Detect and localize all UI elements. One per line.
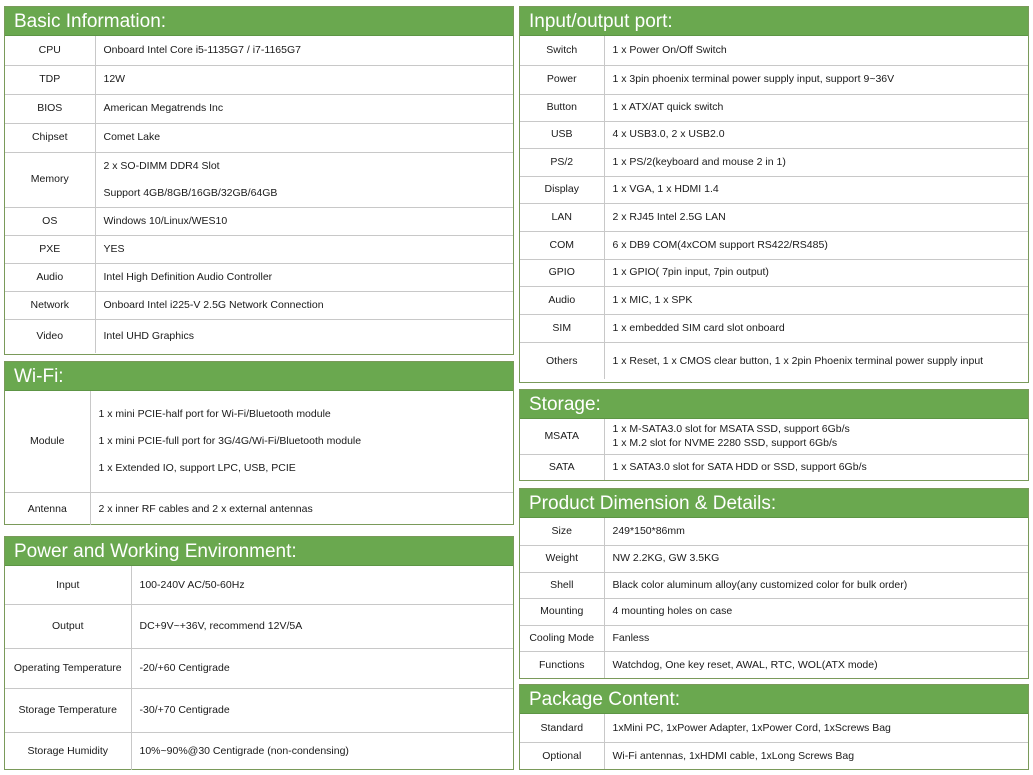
spec-value <box>604 518 1028 545</box>
wifi-title: Wi-Fi: <box>5 362 513 391</box>
basic-row-network <box>5 291 513 319</box>
spec-label: Antenna <box>5 492 90 525</box>
spec-label: Functions <box>520 651 604 678</box>
spec-value-line: Windows 10/Linux/WES10 <box>103 214 228 227</box>
spec-label: LAN <box>520 203 604 231</box>
io-row-ps-2 <box>520 148 1028 176</box>
power-row-storage-humidity <box>5 732 513 770</box>
spec-label: Video <box>5 319 95 353</box>
spec-label: Storage Humidity <box>5 732 131 770</box>
spec-value <box>604 286 1028 314</box>
input-output-port-table <box>520 36 1028 379</box>
basic-row-bios <box>5 94 513 123</box>
spec-label: Others <box>520 342 604 379</box>
spec-value-line: Onboard Intel Core i5-1135G7 / i7-1165G7 <box>103 44 301 57</box>
power-row-output <box>5 604 513 648</box>
spec-value <box>131 648 513 688</box>
spec-value-line: 4 x USB3.0, 2 x USB2.0 <box>612 128 725 141</box>
io-row-display <box>520 176 1028 203</box>
spec-value-line: Watchdog, One key reset, AWAL, RTC, WOL(ATX mode) <box>612 658 878 671</box>
dimension-row-mounting <box>520 598 1028 625</box>
spec-value-line: 1 x VGA, 1 x HDMI 1.4 <box>612 183 719 196</box>
spec-label: Display <box>520 176 604 203</box>
spec-label: Network <box>5 291 95 319</box>
spec-value <box>604 259 1028 286</box>
package-content-table <box>520 714 1028 769</box>
dimension-row-weight <box>520 545 1028 572</box>
basic-row-memory <box>5 152 513 207</box>
spec-value <box>604 314 1028 342</box>
io-row-others <box>520 342 1028 379</box>
spec-label: MSATA <box>520 419 604 454</box>
spec-value <box>604 36 1028 65</box>
package-row-optional <box>520 742 1028 769</box>
basic-row-tdp <box>5 65 513 94</box>
spec-value-line: 1 x Reset, 1 x CMOS clear button, 1 x 2pin Phoenix terminal power supply input <box>612 354 984 367</box>
dimension-row-shell <box>520 572 1028 598</box>
spec-label: Size <box>520 518 604 545</box>
basic-information-table <box>5 36 513 353</box>
spec-value <box>604 94 1028 121</box>
spec-value-line: 1 x M-SATA3.0 slot for MSATA SSD, support 6Gb/s <box>612 423 850 436</box>
power-environment-title: Power and Working Environment: <box>5 537 513 566</box>
spec-value-line: 1xMini PC, 1xPower Adapter, 1xPower Cord, 1xScrews Bag <box>612 721 891 734</box>
spec-value <box>604 203 1028 231</box>
spec-value-line: 4 mounting holes on case <box>612 605 733 618</box>
storage-row-msata <box>520 419 1028 454</box>
spec-label: Shell <box>520 572 604 598</box>
io-row-com <box>520 231 1028 259</box>
spec-label: OS <box>5 207 95 235</box>
spec-value-line: 6 x DB9 COM(4xCOM support RS422/RS485) <box>612 238 828 251</box>
package-content-title: Package Content: <box>520 685 1028 714</box>
dimension-row-functions <box>520 651 1028 678</box>
io-row-switch <box>520 36 1028 65</box>
basic-information-title: Basic Information: <box>5 7 513 36</box>
spec-label: BIOS <box>5 94 95 123</box>
spec-value <box>604 625 1028 651</box>
spec-value-line: 2 x RJ45 Intel 2.5G LAN <box>612 210 726 223</box>
spec-value <box>95 319 513 353</box>
spec-value-line: Wi-Fi antennas, 1xHDMI cable, 1xLong Screws Bag <box>612 749 855 762</box>
spec-label: Output <box>5 604 131 648</box>
spec-value-line: 1 x M.2 slot for NVME 2280 SSD, support 6Gb/s <box>612 437 838 450</box>
storage-row-sata <box>520 454 1028 480</box>
package-content-section <box>519 684 1029 770</box>
spec-value <box>95 36 513 65</box>
spec-label: Optional <box>520 742 604 769</box>
spec-value <box>95 235 513 263</box>
spec-value-line: -20/+60 Centigrade <box>139 661 230 674</box>
basic-row-cpu <box>5 36 513 65</box>
spec-value-line: American Megatrends Inc <box>103 102 224 115</box>
spec-value-line: 1 x GPIO( 7pin input, 7pin output) <box>612 266 769 279</box>
power-row-storage-temperature <box>5 688 513 732</box>
power-environment-section <box>4 536 514 770</box>
spec-value <box>604 454 1028 480</box>
spec-value <box>95 152 513 207</box>
wifi-section <box>4 361 514 525</box>
spec-value <box>604 572 1028 598</box>
spec-value <box>604 545 1028 572</box>
spec-label: Chipset <box>5 123 95 152</box>
spec-value-line: 100-240V AC/50-60Hz <box>139 578 245 591</box>
spec-value-line: 1 x 3pin phoenix terminal power supply input, support 9~36V <box>612 73 895 86</box>
basic-row-os <box>5 207 513 235</box>
io-row-sim <box>520 314 1028 342</box>
spec-value <box>95 94 513 123</box>
spec-value <box>604 651 1028 678</box>
wifi-row-antenna <box>5 492 513 525</box>
input-output-port-title: Input/output port: <box>520 7 1028 36</box>
spec-value-line: Black color aluminum alloy(any customized color for bulk order) <box>612 578 908 591</box>
spec-label: PXE <box>5 235 95 263</box>
spec-value-line: DC+9V~+36V, recommend 12V/5A <box>139 619 303 632</box>
spec-value-line: 1 x mini PCIE-half port for Wi-Fi/Bluetooth module <box>98 407 331 420</box>
spec-value-line: Comet Lake <box>103 131 161 144</box>
spec-value <box>90 391 513 492</box>
io-row-usb <box>520 121 1028 148</box>
spec-value <box>604 419 1028 454</box>
spec-value-line: -30/+70 Centigrade <box>139 703 230 716</box>
spec-label: Storage Temperature <box>5 688 131 732</box>
spec-value-line: Intel UHD Graphics <box>103 330 194 343</box>
io-row-gpio <box>520 259 1028 286</box>
spec-label: Operating Temperature <box>5 648 131 688</box>
spec-label: CPU <box>5 36 95 65</box>
spec-label: Weight <box>520 545 604 572</box>
spec-label: Cooling Mode <box>520 625 604 651</box>
spec-value <box>604 742 1028 769</box>
spec-value <box>131 688 513 732</box>
spec-value-line: 2 x SO-DIMM DDR4 Slot <box>103 159 220 172</box>
spec-value-line: 1 x SATA3.0 slot for SATA HDD or SSD, support 6Gb/s <box>612 461 867 474</box>
spec-value <box>604 342 1028 379</box>
spec-value <box>131 732 513 770</box>
io-row-lan <box>520 203 1028 231</box>
spec-value <box>95 291 513 319</box>
spec-label: Mounting <box>520 598 604 625</box>
spec-label: SIM <box>520 314 604 342</box>
spec-value-line: Fanless <box>612 631 650 644</box>
spec-label: Switch <box>520 36 604 65</box>
spec-value-line: 1 x embedded SIM card slot onboard <box>612 321 785 334</box>
io-row-power <box>520 65 1028 94</box>
input-output-port-section <box>519 6 1029 383</box>
spec-value-line: 2 x inner RF cables and 2 x external antennas <box>98 502 313 515</box>
storage-title: Storage: <box>520 390 1028 419</box>
spec-label: SATA <box>520 454 604 480</box>
spec-label: COM <box>520 231 604 259</box>
storage-table <box>520 419 1028 480</box>
dimension-row-cooling-mode <box>520 625 1028 651</box>
spec-label: Standard <box>520 714 604 742</box>
spec-label: TDP <box>5 65 95 94</box>
spec-label: Memory <box>5 152 95 207</box>
power-row-operating-temperature <box>5 648 513 688</box>
product-dimension-title: Product Dimension & Details: <box>520 489 1028 518</box>
storage-section <box>519 389 1029 481</box>
spec-value-line: NW 2.2KG, GW 3.5KG <box>612 552 720 565</box>
product-dimension-table <box>520 518 1028 678</box>
spec-value <box>604 65 1028 94</box>
power-environment-table <box>5 566 513 770</box>
spec-value <box>90 492 513 525</box>
spec-value <box>604 121 1028 148</box>
basic-row-pxe <box>5 235 513 263</box>
dimension-row-size <box>520 518 1028 545</box>
spec-value-line: 1 x PS/2(keyboard and mouse 2 in 1) <box>612 155 786 168</box>
spec-value <box>604 176 1028 203</box>
io-row-button <box>520 94 1028 121</box>
spec-value-line: YES <box>103 242 125 255</box>
spec-value <box>95 123 513 152</box>
spec-value-line: Intel High Definition Audio Controller <box>103 270 273 283</box>
spec-value-line: Support 4GB/8GB/16GB/32GB/64GB <box>103 187 278 199</box>
spec-label: Power <box>520 65 604 94</box>
spec-label: Audio <box>520 286 604 314</box>
spec-value-line: 12W <box>103 73 126 86</box>
basic-row-audio <box>5 263 513 291</box>
spec-value <box>131 566 513 604</box>
product-dimension-section <box>519 488 1029 679</box>
spec-value <box>95 207 513 235</box>
spec-value <box>604 598 1028 625</box>
wifi-table <box>5 391 513 525</box>
spec-value <box>95 263 513 291</box>
spec-value-line: Onboard Intel i225-V 2.5G Network Connection <box>103 298 324 311</box>
spec-value-line: 10%~90%@30 Centigrade (non-condensing) <box>139 745 349 758</box>
spec-label: GPIO <box>520 259 604 286</box>
basic-row-chipset <box>5 123 513 152</box>
spec-value-line: 1 x MIC, 1 x SPK <box>612 293 693 306</box>
spec-label: Input <box>5 566 131 604</box>
spec-label: Button <box>520 94 604 121</box>
spec-value <box>604 231 1028 259</box>
spec-value-line: 1 x Power On/Off Switch <box>612 44 727 57</box>
spec-value <box>95 65 513 94</box>
io-row-audio <box>520 286 1028 314</box>
spec-value-line: 1 x ATX/AT quick switch <box>612 101 724 114</box>
spec-value-line: 1 x Extended IO, support LPC, USB, PCIE <box>98 462 296 475</box>
power-row-input <box>5 566 513 604</box>
basic-row-video <box>5 319 513 353</box>
spec-label: Module <box>5 391 90 492</box>
spec-value-line: 1 x mini PCIE-full port for 3G/4G/Wi-Fi/Bluetooth module <box>98 435 362 448</box>
wifi-row-module <box>5 391 513 492</box>
spec-value <box>131 604 513 648</box>
spec-value <box>604 148 1028 176</box>
basic-information-section <box>4 6 514 355</box>
spec-label: PS/2 <box>520 148 604 176</box>
spec-label: USB <box>520 121 604 148</box>
spec-label: Audio <box>5 263 95 291</box>
package-row-standard <box>520 714 1028 742</box>
spec-value-line: 249*150*86mm <box>612 525 685 538</box>
spec-value <box>604 714 1028 742</box>
